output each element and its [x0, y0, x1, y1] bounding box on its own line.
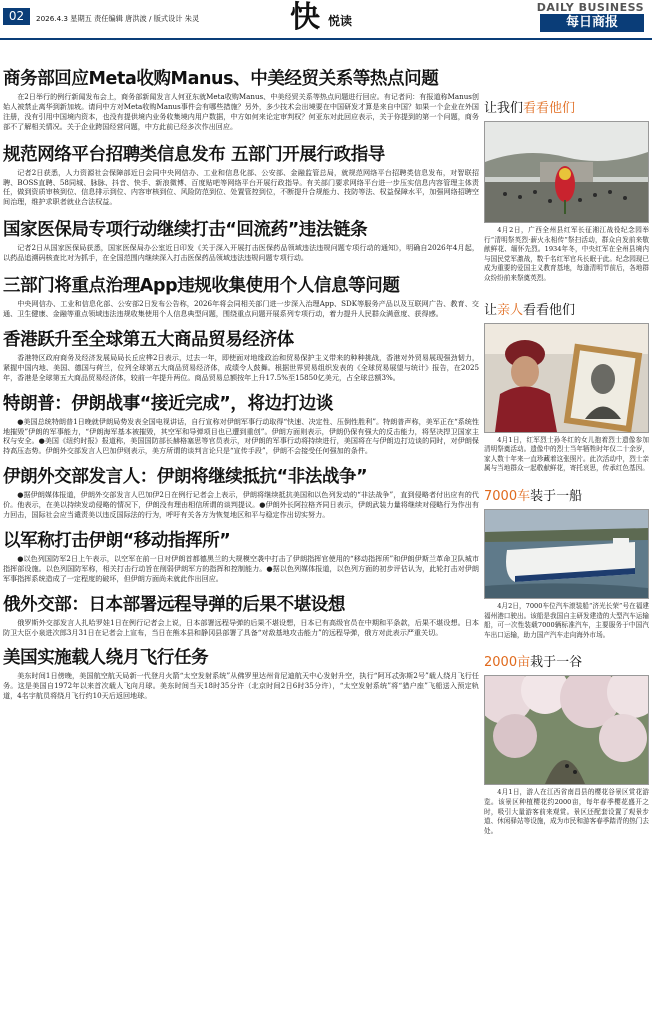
article-body: ●美国总统特朗普1日晚就伊朗局势发表全国电视讲话，自行宣称对伊朗军事行动取得“快速、决定性、压倒性胜利”。特朗普声称，美军正在“系统性地摧毁”伊朗的军事能力，“伊朗海军基本被摧毁，其空军和导弹项目也已遭到重创”。伊朗方面则表示，伊朗仍保有强大的反击能力，将坚决捍卫国家主权与安全。●美国《纽约时报》报道称，美国国防部长赫格塞思等官员表示，对伊朗的军事行动将持续进行，美国将在与伊朗边打边谈的同时，对伊朗保持高压态势。伊朗外交部发言人巴加伊则表示，美方所谓的谈判言论只是“宣传手段”，伊朗不会接受任何强加的条件。: [3, 416, 479, 456]
photo-section: [484, 488, 649, 640]
article-title: 俄外交部：日本部署远程导弹的后果不堪设想: [3, 594, 345, 615]
photo-caption: 4月1日，红军烈士孙冬红的女儿抱着烈士遗像参加清明祭奠活动。遗像中的烈士当年牺牲时年仅二十余岁，家人数十年来一直珍藏着这张照片。此次活动中，烈士亲属与当地群众一起敬献鲜花，寄托哀思，传承红色基因。: [484, 435, 649, 473]
family-portrait-photo: [484, 323, 649, 433]
article-body: 在2日举行的例行新闻发布会上，商务部新闻发言人何亚东就Meta收购Manus、中美经贸关系等热点问题进行回应。有记者问：有报道称Manus创始人被禁止离华到新加坡。请问中方对Meta收购Manus事件会有哪些措施？另外，多少技术会出境要在中国研发才算是来自中国？如果一个企业在外国注册，没有引用中国境内资本，也没有提供境内业务收集境内用户数据，中方如何来论定审判权？何亚东对此回应表示，关于你提到的第一个问题，商务部不了解相关情况。关于企业跨国经营问题，中方此前已经多次作出回应。: [3, 92, 479, 131]
photo-section-title: 让亲人看看他们: [484, 302, 576, 318]
photo-section: [484, 100, 649, 284]
article: [3, 275, 479, 319]
article: [3, 647, 479, 701]
newspaper-name-cn: 每日商报: [540, 14, 644, 32]
article-body: 记者2日从国家医保局获悉，国家医保局办公室近日印发《关于深入开展打击医保药品领域违法违规问题专项行动的通知》，明确自2026年4月起，以药品追溯码核查比对为抓手，在全国范围内继续深入打击医保药品领域违法违规问题专项行动。: [3, 243, 479, 263]
article-body: 美东时间1日傍晚，美国航空航天局新一代登月火箭“太空发射系统”从佛罗里达州肯尼迪航天中心发射升空，执行“阿耳忒弥斯2号”载人绕月飞行任务。这是美国自1972年以来首次载人飞向月球。美东时间当天18时35分许（北京时间2日6时35分许），“太空发射系统”将“猎户座”飞船送入预定轨道，4名宇航员将绕月飞行约10天后返回地球。: [3, 671, 479, 701]
photo-section: [484, 654, 649, 836]
section-brand-char: 快: [290, 0, 320, 35]
memorial-photo: [484, 121, 649, 223]
article-body: 中央网信办、工业和信息化部、公安部2日发布公告称，2026年将会同相关部门进一步深入治理App、SDK等服务产品以及互联网广告、教育、交通、卫生健康、金融等重点领域违法违规收集使用个人信息典型问题，围绕重点问题开展系列专项行动，着力提升人民群众满意度、获得感。: [3, 299, 479, 318]
article-title: 国家医保局专项行动继续打击“回流药”违法链条: [3, 220, 368, 241]
article: [3, 68, 479, 132]
main-news-column: [3, 40, 479, 1024]
photo-section-title: 7000车装于一船: [484, 488, 583, 504]
photo-sidebar: [484, 40, 649, 1024]
article: [3, 329, 479, 383]
cherry-blossom-valley-photo: [484, 675, 649, 785]
article: [3, 144, 479, 208]
newspaper-name-en: DAILY BUSINESS: [536, 1, 644, 14]
article-title: 伊朗外交部发言人：伊朗将继续抵抗“非法战争”: [3, 467, 368, 488]
article-title: 美国实施载人绕月飞行任务: [3, 648, 209, 669]
article: [3, 466, 479, 520]
article-title: 特朗普：伊朗战事“接近完成”，将边打边谈: [3, 393, 334, 414]
photo-section-title: 2000亩栽于一谷: [484, 655, 583, 671]
article-title: 香港跃升至全球第五大商品贸易经济体: [3, 329, 294, 350]
page-header: [0, 0, 652, 40]
article-title: 商务部回应Meta收购Manus、中美经贸关系等热点问题: [3, 69, 439, 89]
article-title: 三部门将重点治理App违规收集使用个人信息等问题: [3, 276, 400, 297]
article: [3, 530, 479, 584]
article-body: 香港特区政府商务及经济发展局局长丘应桦2日表示，过去一年，即使面对地缘政治和贸易保护主义带来的种种挑战，香港对外贸易展现强劲韧力，紧握中国内地、美国、德国与荷兰，位列全球第五大商品贸易经济体，成绩令人鼓舞。根据世界贸易组织发表的《全球贸易展望与统计》报告，在2025年，香港是全球第五大商品贸易经济体，较前一年提升两位。商品贸易总额按年上升17.5%至15850亿美元，占全球总额3%。: [3, 352, 479, 382]
photo-section-title: 让我们看看他们: [484, 101, 576, 116]
article: [3, 219, 479, 263]
article-title: 规范网络平台招聘类信息发布 五部门开展行政指导: [3, 144, 385, 165]
photo-caption: 4月2日，广西全州县红军长征湘江战役纪念园举行“清明祭英烈·薪火永相传”祭扫活动，群众自发前来敬献鲜花、缅怀先烈。1934年冬，中央红军在全州县境内与国民党军激战，数千名红军官兵长眠于此。纪念园现已成为重要的爱国主义教育基地，每逢清明节前后，各地群众纷纷前来祭奠英烈。: [484, 226, 649, 282]
section-brand-word: 悦读: [328, 14, 353, 28]
date-editor-line: 2026.4.3 星期五 责任编辑 唐洪波 / 版式设计 朱灵: [36, 14, 200, 23]
article-body: ●以色列国防军2日上午表示，以空军在前一日对伊朗首都德黑兰的大规模空袭中打击了伊朗指挥官使用的“移动指挥所”和伊朗伊斯兰革命卫队城市指挥部设施。以色列国防军称，相关打击行动旨在削弱伊朗军方的指挥和控制能力。●据以色列媒体报道，以色列方面的初步评估认为，此轮打击对伊朗军事指挥系统造成了一定程度的破坏，但伊朗方面尚未就此作出回应。: [3, 553, 479, 583]
photo-caption: 4月1日，游人在江西省南昌县的樱花谷景区赏花游览。该景区种植樱花约2000亩，每年春季樱花盛开之时，吸引大量游客前来观赏。景区还配套设置了观景步道、休闲驿站等设施，成为市民和游客春季踏青的热门去处。: [484, 788, 649, 835]
article-body: 记者2日获悉，人力资源社会保障部近日会同中央网信办、工业和信息化部、公安部、金融监管总局，就规范网络平台招聘类信息发布，对智联招聘、BOSS直聘、58同城、脉脉、抖音、快手、新浪微博、百度贴吧等网络平台开展行政指导。有关部门要求网络平台进一步压实信息内容管理主体责任，做到资质审核到位、信息排示到位、内容审核到位、风险防范到位、处置管控到位，不断提升合规能力、技防等法、权益保障水平，加强网络招聘空间治理，维护求职者就业合法权益。: [3, 167, 479, 207]
article: [3, 393, 479, 457]
article-title: 以军称打击伊朗“移动指挥所”: [3, 530, 231, 551]
article: [3, 594, 479, 638]
page-number: 02: [3, 8, 30, 25]
photo-caption: 4月2日，7000车位汽车滚装船“济光长荣”号在福建福州港口驶出。该船是我国自主研发建造的大型汽车运输船，可一次性装载7000辆标准汽车，主要服务于中国汽车出口运输，助力国产汽车走向海外市场。: [484, 601, 649, 639]
article-body: 俄罗斯外交部发言人扎哈罗娃1日在例行记者会上说，日本部署远程导弹的后果不堪设想，日本已有高级官员在中期和平条款，后果不堪设想。日本防卫大臣小泉进次郎3月31日在记者会上宣布，当日在熊本县和静冈县部署了具备“对敌基地攻击能力”的远程导弹，俄方对此表示严重关切。: [3, 617, 479, 637]
car-carrier-ship-photo: [484, 509, 649, 599]
article-body: ●据伊朗媒体报道，伊朗外交部发言人巴加伊2日在例行记者会上表示，伊朗将继续抵抗美国和以色列发动的“非法战争”，直到侵略者付出应有的代价。他表示，在美以持续发动侵略的情况下，伊朗没有理由相信所谓的谈判提议。●伊朗外长阿拉格齐同日表示，伊朗武装力量将继续对侵略行为作出有力回击，国际社会应当谴责美以违反国际法的行为，呼吁有关各方为恢复地区和平与稳定作出切实努力。: [3, 490, 479, 520]
photo-section: [484, 302, 649, 474]
